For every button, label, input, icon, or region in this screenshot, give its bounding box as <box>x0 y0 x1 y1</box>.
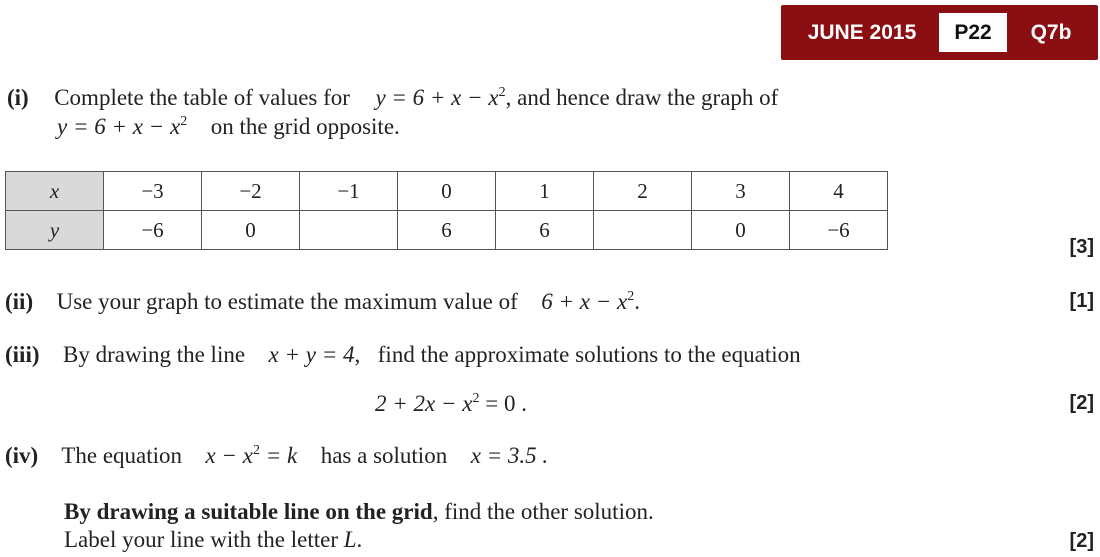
part-ii-text: Use your graph to estimate the maximum value of <box>56 289 518 314</box>
part-iv-equation: x − x <box>205 443 253 468</box>
part-ii-expression: 6 + x − x <box>541 289 628 314</box>
superscript: 2 <box>180 114 188 129</box>
part-iv-number: (iv) <box>5 443 39 468</box>
part-ii-number: (ii) <box>5 289 34 314</box>
part-iv-line <box>5 442 548 469</box>
values-table <box>5 171 888 250</box>
part-iv-instruction <box>64 498 654 525</box>
part-iii-number: (iii) <box>5 342 40 367</box>
part-i-line2 <box>57 113 400 140</box>
part-iv-bold-text: By drawing a suitable line on the grid <box>64 499 433 524</box>
y-cell: 0 <box>202 211 300 250</box>
part-i-equation-2: y = 6 + x − x <box>57 114 181 139</box>
part-i-text-2: on the grid opposite. <box>210 114 400 139</box>
x-header-cell: x <box>6 172 104 211</box>
part-iv-text: The equation <box>61 443 183 468</box>
part-iv-label-text: Label your line with the letter <box>64 527 338 552</box>
part-i-text: Complete the table of values for <box>54 85 350 110</box>
part-ii-marks: [1] <box>1069 290 1094 312</box>
x-cell: −2 <box>202 172 300 211</box>
part-i-marks: [3] <box>1069 236 1094 258</box>
part-ii-line <box>5 288 640 315</box>
part-iii-equation-text: 2 + 2x − x <box>375 391 473 416</box>
badge-paper: P22 <box>939 13 1007 52</box>
part-iii-line <box>5 341 801 368</box>
x-cell: −1 <box>300 172 398 211</box>
x-cell: 3 <box>692 172 790 211</box>
y-cell-blank[interactable] <box>594 211 692 250</box>
part-iii-text-2: find the approximate solutions to the equation <box>377 342 801 367</box>
part-i-text-suffix: , and hence draw the graph of <box>505 85 779 110</box>
y-cell-blank[interactable] <box>300 211 398 250</box>
part-iv-equation-end: = k <box>259 443 298 468</box>
part-i-number: (i) <box>7 85 29 110</box>
badge-date: JUNE 2015 <box>807 21 917 44</box>
table-row-y <box>6 211 888 250</box>
x-cell: −3 <box>104 172 202 211</box>
part-iii-equation <box>375 390 527 417</box>
question-reference-badge <box>781 5 1098 60</box>
part-iv-marks: [2] <box>1069 530 1094 552</box>
part-iii-text: By drawing the line <box>63 342 246 367</box>
y-cell: 6 <box>398 211 496 250</box>
part-i-equation: y = 6 + x − x <box>375 85 499 110</box>
superscript: 2 <box>498 85 506 100</box>
part-i-line1 <box>7 84 778 111</box>
y-header-cell: y <box>6 211 104 250</box>
part-iv-label-end: . <box>356 527 363 552</box>
x-cell: 1 <box>496 172 594 211</box>
part-iii-line-equation: x + y = 4, <box>268 342 361 367</box>
superscript: 2 <box>472 391 480 406</box>
superscript: 2 <box>252 443 260 458</box>
part-iv-rest-text: , find the other solution. <box>432 499 654 524</box>
part-ii-end: . <box>634 289 640 314</box>
superscript: 2 <box>627 289 635 304</box>
part-iii-marks: [2] <box>1069 392 1094 414</box>
part-iv-solution: x = 3.5 . <box>470 443 549 468</box>
part-iv-label-letter: L <box>343 527 357 552</box>
y-cell: 0 <box>692 211 790 250</box>
x-cell: 4 <box>790 172 888 211</box>
x-cell: 0 <box>398 172 496 211</box>
y-cell: −6 <box>104 211 202 250</box>
x-cell: 2 <box>594 172 692 211</box>
part-iv-label-line <box>64 526 362 553</box>
part-iii-equation-end: = 0 . <box>479 391 527 416</box>
y-cell: 6 <box>496 211 594 250</box>
y-cell: −6 <box>790 211 888 250</box>
part-iv-text-2: has a solution <box>320 443 448 468</box>
badge-question: Q7b <box>1030 21 1072 44</box>
table-row-x <box>6 172 888 211</box>
